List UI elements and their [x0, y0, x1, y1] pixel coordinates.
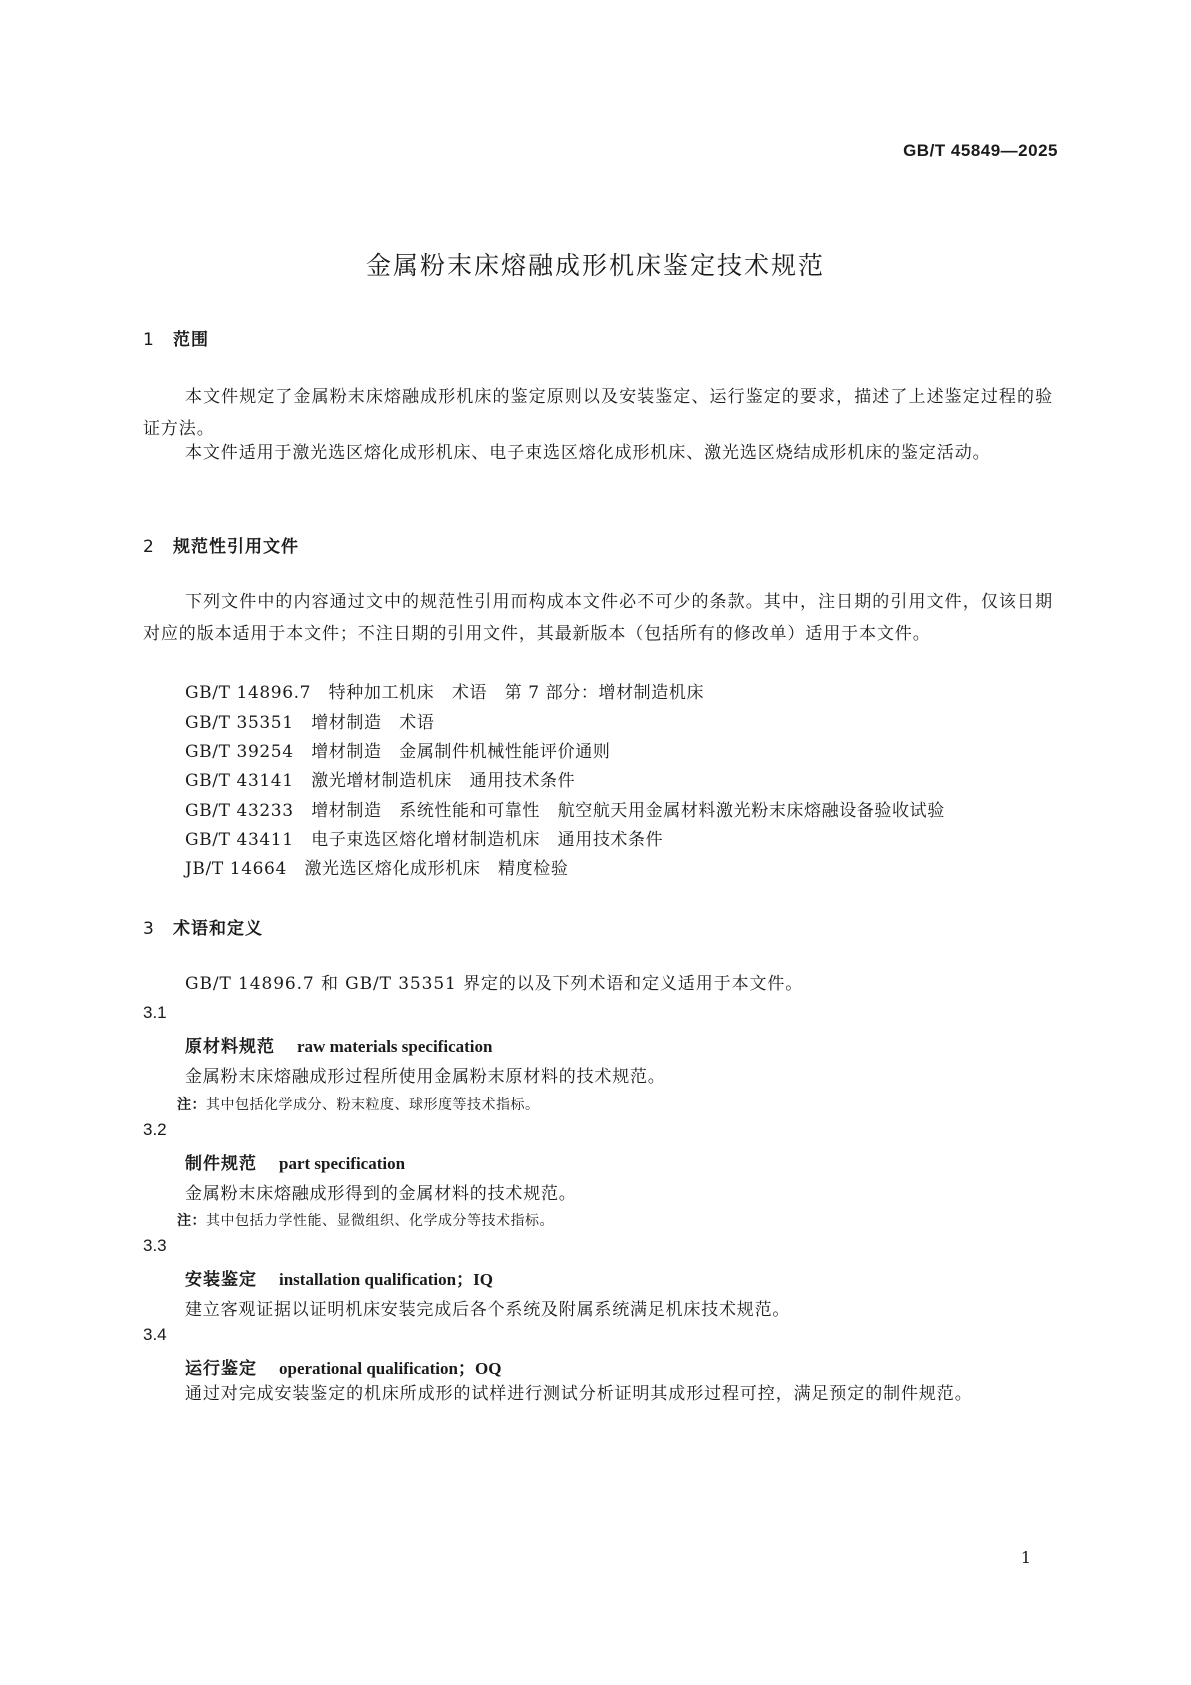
section-number: 3: [143, 919, 155, 939]
term-note: [177, 1210, 554, 1230]
term-note: [177, 1094, 540, 1114]
note-text: 其中包括化学成分、粉末粒度、球形度等技术指标。: [206, 1097, 540, 1113]
note-label: 注：: [177, 1213, 206, 1229]
reference-item: GB/T 43411 电子束选区熔化增材制造机床 通用技术条件: [185, 830, 664, 850]
document-title: 金属粉末床熔融成形机床鉴定技术规范: [365, 251, 825, 280]
term-name-en: part specification: [279, 1154, 406, 1173]
term-name-zh: 安装鉴定: [185, 1270, 257, 1290]
term-definition: 通过对完成安装鉴定的机床所成形的试样进行测试分析证明其成形过程可控，满足预定的制件规范。: [185, 1384, 973, 1404]
term-definition: 金属粉末床熔融成形过程所使用金属粉末原材料的技术规范。: [185, 1067, 666, 1087]
reference-item: GB/T 14896.7 特种加工机床 术语 第 7 部分：增材制造机床: [185, 683, 705, 703]
term-number: 3.4: [143, 1325, 167, 1344]
term-name-en: raw materials specification: [297, 1037, 493, 1056]
term-definition: 建立客观证据以证明机床安装完成后各个系统及附属系统满足机床技术规范。: [185, 1300, 791, 1320]
terms-intro: GB/T 14896.7 和 GB/T 35351 界定的以及下列术语和定义适用于本文件。: [185, 974, 804, 994]
term-number: 3.2: [143, 1120, 167, 1139]
scope-paragraph-2: 本文件适用于激光选区熔化成形机床、电子束选区熔化成形机床、激光选区烧结成形机床的鉴定活动。: [185, 443, 991, 463]
references-intro: 下列文件中的内容通过文中的规范性引用而构成本文件必不可少的条款。其中，注日期的引用文件，仅该日期对应的版本适用于本文件；不注日期的引用文件，其最新版本（包括所有的修改单）适用于本文件。: [143, 592, 1053, 644]
term-name-en: operational qualification；OQ: [279, 1359, 502, 1378]
term-heading: [185, 1265, 493, 1290]
term-number: 3.3: [143, 1236, 167, 1255]
page-number: 1: [1020, 1548, 1031, 1567]
note-text: 其中包括力学性能、显微组织、化学成分等技术指标。: [206, 1213, 554, 1229]
standard-code: GB/T 45849—2025: [903, 141, 1058, 160]
section-1-heading: [143, 325, 209, 350]
term-heading: [185, 1032, 492, 1057]
term-number: 3.1: [143, 1003, 167, 1022]
term-heading: [185, 1149, 405, 1174]
reference-item: GB/T 39254 增材制造 金属制件机械性能评价通则: [185, 742, 611, 762]
section-title: 规范性引用文件: [173, 537, 299, 557]
term-heading: [185, 1354, 501, 1379]
section-title: 术语和定义: [173, 919, 263, 939]
reference-item: GB/T 43141 激光增材制造机床 通用技术条件: [185, 771, 576, 791]
reference-item: JB/T 14664 激光选区熔化成形机床 精度检验: [185, 859, 569, 879]
reference-item: GB/T 35351 增材制造 术语: [185, 713, 435, 733]
term-name-en: installation qualification；IQ: [279, 1270, 493, 1289]
term-name-zh: 制件规范: [185, 1154, 257, 1174]
term-name-zh: 原材料规范: [185, 1037, 275, 1057]
note-label: 注：: [177, 1097, 206, 1113]
term-definition: 金属粉末床熔融成形得到的金属材料的技术规范。: [185, 1184, 577, 1204]
section-title: 范围: [173, 330, 209, 350]
reference-item: GB/T 43233 增材制造 系统性能和可靠性 航空航天用金属材料激光粉末床熔融设备验收试验: [185, 801, 945, 821]
section-2-heading: [143, 532, 299, 557]
section-3-heading: [143, 914, 263, 939]
section-number: 1: [143, 330, 155, 350]
term-name-zh: 运行鉴定: [185, 1359, 257, 1379]
section-number: 2: [143, 537, 155, 557]
scope-paragraph-1: 本文件规定了金属粉末床熔融成形机床的鉴定原则以及安装鉴定、运行鉴定的要求，描述了上述鉴定过程的验证方法。: [143, 387, 1053, 439]
